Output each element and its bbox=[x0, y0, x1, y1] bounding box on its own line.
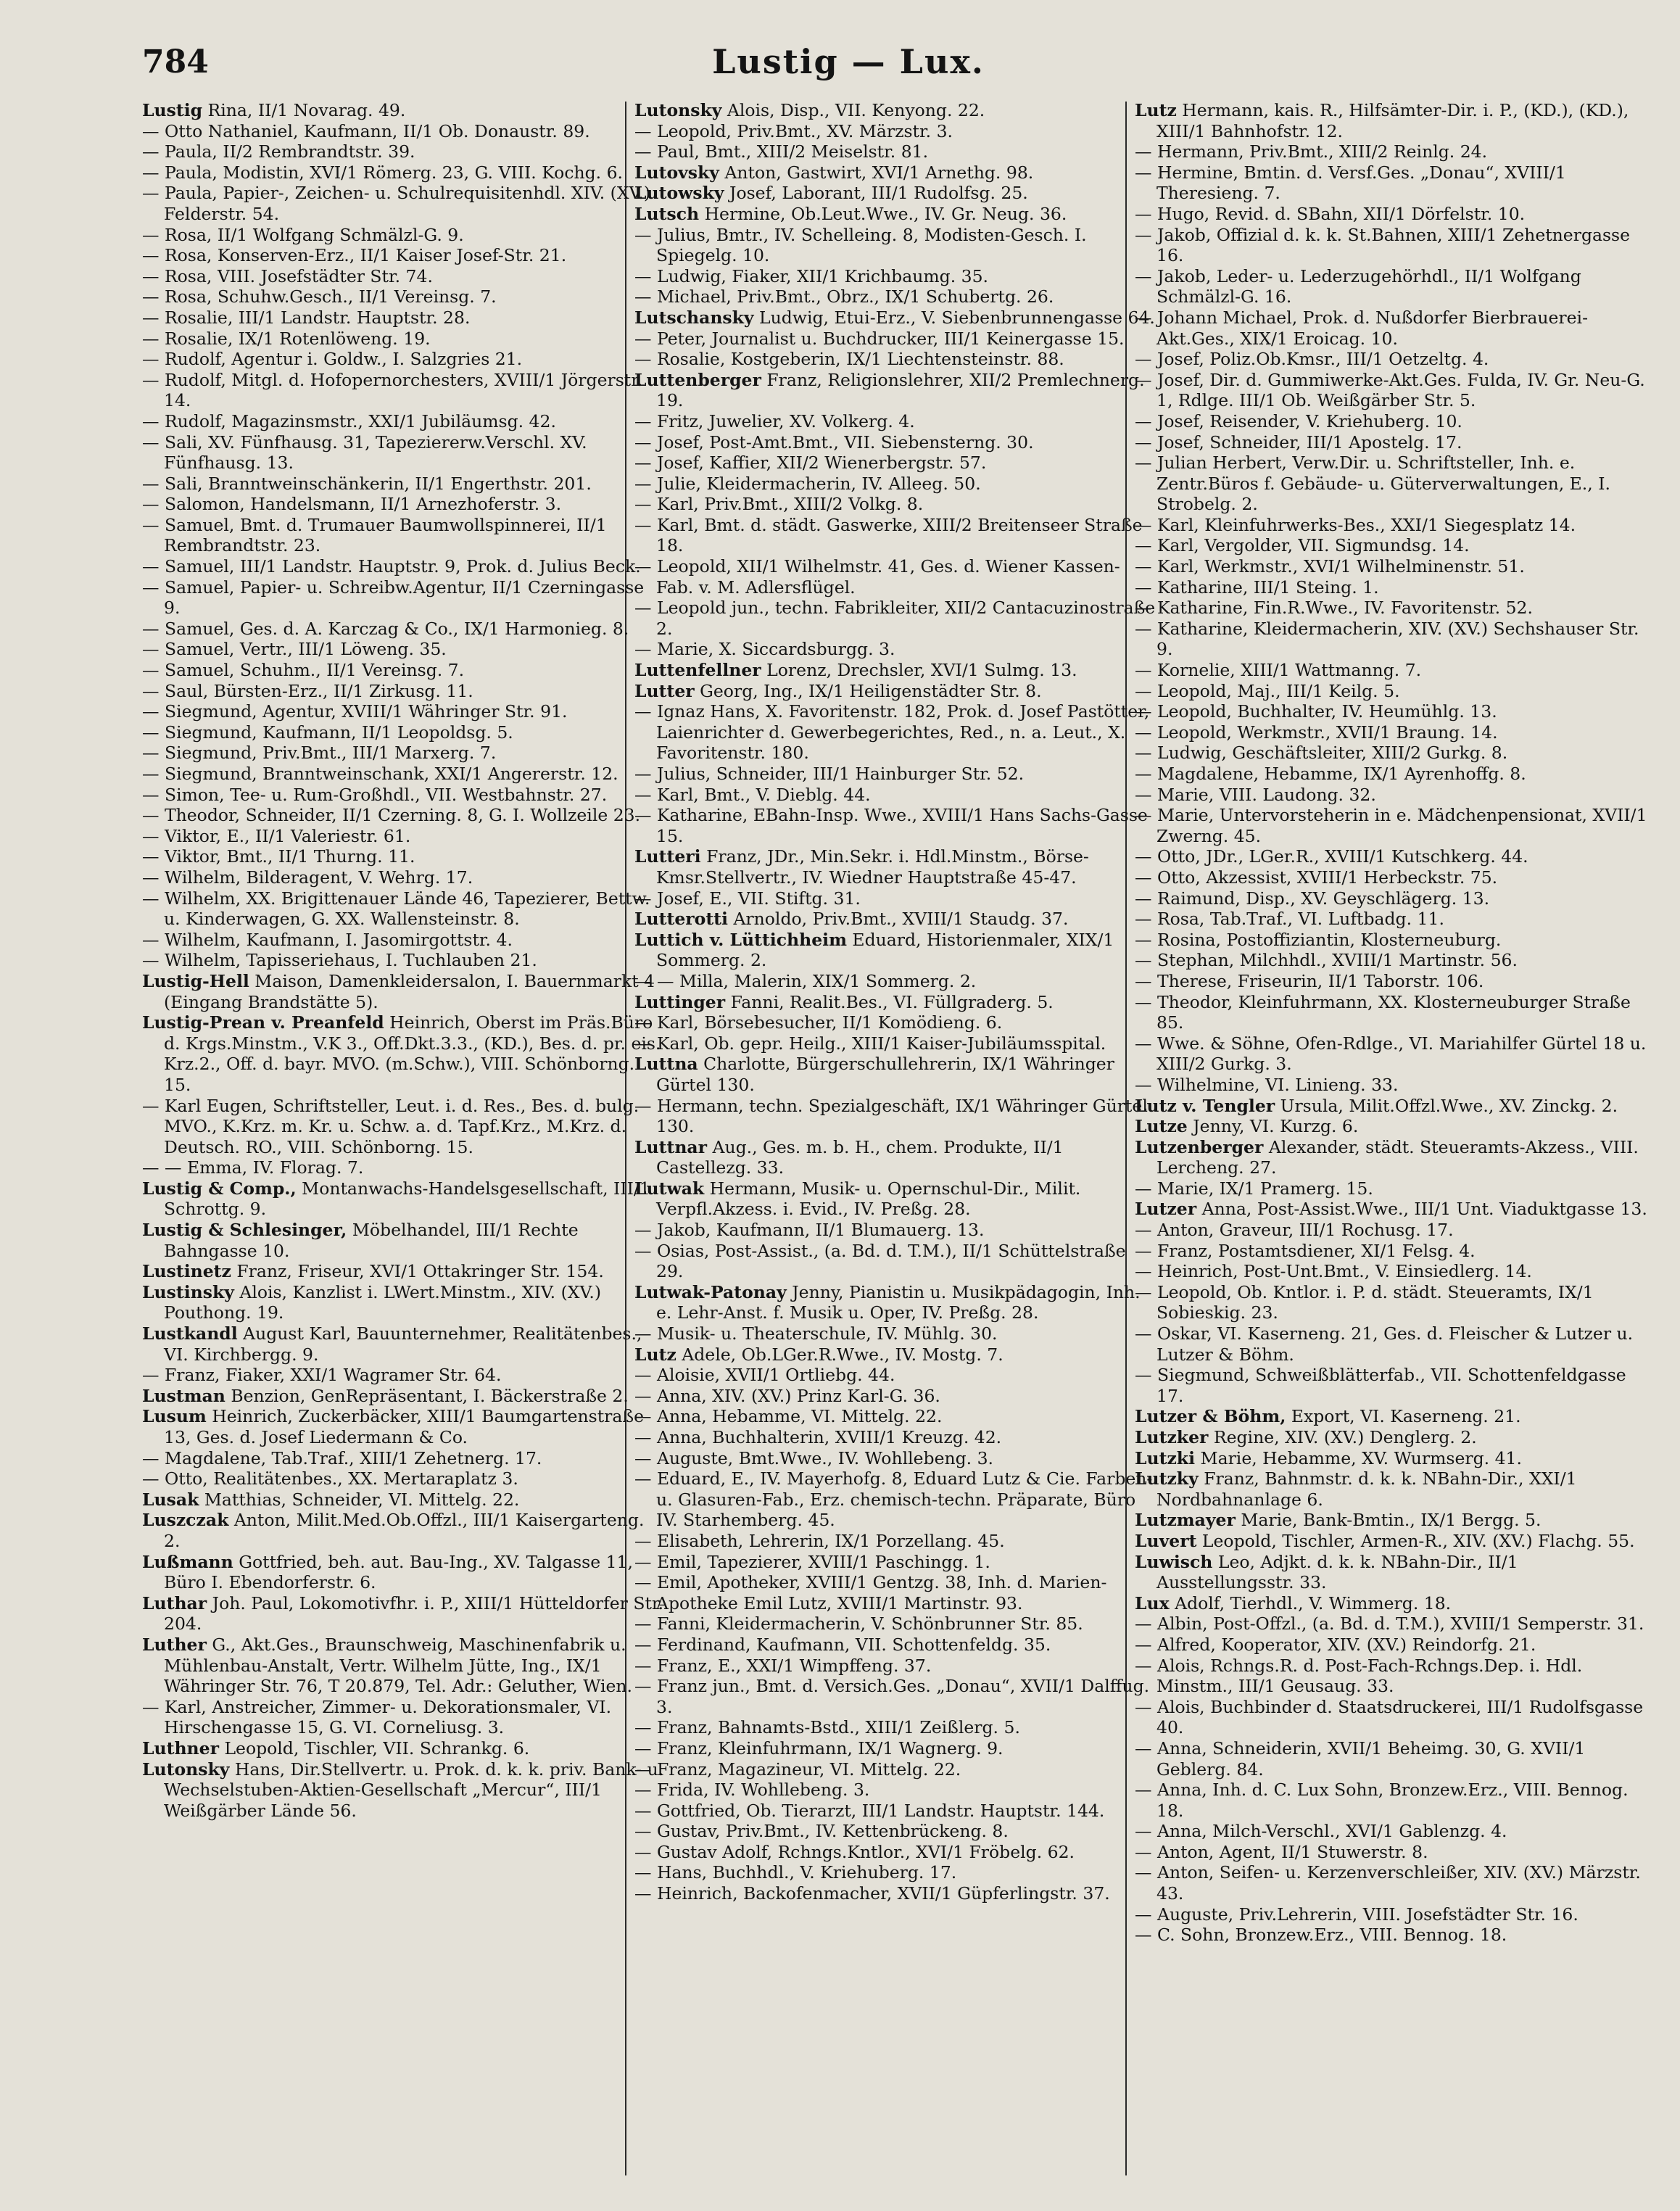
directory-entry: — Jakob, Leder- u. Lederzugehörhdl., II/1 Wolfgang Schmälzl-G. 16. bbox=[1135, 265, 1581, 307]
directory-entry: — Kornelie, XIII/1 Wattmanng. 7. bbox=[1135, 660, 1422, 681]
directory-entry: Luwisch Leo, Adjkt. d. k. k. NBahn-Dir., II/1 Ausstellungsstr. 33. bbox=[1135, 1551, 1518, 1593]
directory-entry: — Wilhelmine, VI. Linieng. 33. bbox=[1135, 1074, 1399, 1095]
directory-entry: Lustman Benzion, GenRepräsentant, I. Bäckerstraße 2. bbox=[142, 1385, 629, 1406]
directory-entry: — Gottfried, Ob. Tierarzt, III/1 Landstr. Hauptstr. 144. bbox=[634, 1800, 1105, 1821]
directory-entry: — Leopold, Buchhalter, IV. Heumühlg. 13. bbox=[1135, 701, 1497, 722]
directory-entry: — Heinrich, Post-Unt.Bmt., V. Einsiedlerg. 14. bbox=[1135, 1261, 1532, 1282]
directory-entry: Lustig-Hell Maison, Damenkleidersalon, I. Bauernmarkt 4 (Eingang Brandstätte 5). bbox=[142, 970, 655, 1012]
directory-entry: Luttinger Fanni, Realit.Bes., VI. Füllgraderg. 5. bbox=[634, 991, 1054, 1012]
directory-entry: — Eduard, E., IV. Mayerhofg. 8, Eduard Lutz & Cie. Farben- u. Glasuren-Fab., Erz. chemisch-techn. Präparate, Büro IV. Starhemberg. 45. bbox=[634, 1468, 1153, 1531]
directory-entry: — Siegmund, Kaufmann, II/1 Leopoldsg. 5. bbox=[142, 722, 513, 743]
directory-entry: Lutterotti Arnoldo, Priv.Bmt., XVIII/1 Staudg. 37. bbox=[634, 909, 1069, 930]
directory-entry: — Samuel, Bmt. d. Trumauer Baumwollspinnerei, II/1 Rembrandtstr. 23. bbox=[142, 514, 607, 556]
directory-entry: — Otto, JDr., LGer.R., XVIII/1 Kutschkerg. 44. bbox=[1135, 846, 1528, 867]
directory-entry: Lutzki Marie, Hebamme, XV. Wurmserg. 41. bbox=[1135, 1447, 1522, 1468]
directory-entry: Lutter Georg, Ing., IX/1 Heiligenstädter Str. 8. bbox=[634, 680, 1042, 701]
directory-entry: Lutzer & Böhm, Export, VI. Kaserneng. 21. bbox=[1135, 1406, 1521, 1427]
directory-entry: — Karl, Bmt. d. städt. Gaswerke, XIII/2 Breitenseer Straße 18. bbox=[634, 514, 1143, 556]
directory-entry: — Sali, XV. Fünfhausg. 31, Tapeziererw.Verschl. XV. Fünfhausg. 13. bbox=[142, 431, 587, 474]
directory-entry: Lutz Hermann, kais. R., Hilfsämter-Dir. i. P., (KD.), (KD.), XIII/1 Bahnhofstr. 12. bbox=[1135, 100, 1629, 141]
directory-entry: — Leopold, Ob. Kntlor. i. P. d. städt. Steueramts, IX/1 Sobieskig. 23. bbox=[1135, 1281, 1594, 1323]
directory-entry: Lutz v. Tengler Ursula, Milit.Offzl.Wwe., XV. Zinckg. 2. bbox=[1135, 1095, 1618, 1116]
directory-entry: — Marie, Untervorsteherin in e. Mädchenpensionat, XVII/1 Zwerng. 45. bbox=[1135, 805, 1647, 846]
directory-entry: — Johann Michael, Prok. d. Nußdorfer Bierbrauerei-Akt.Ges., XIX/1 Eroicag. 10. bbox=[1135, 307, 1589, 349]
directory-entry: — Wwe. & Söhne, Ofen-Rdlge., VI. Mariahilfer Gürtel 18 u. XIII/2 Gurkg. 3. bbox=[1135, 1033, 1647, 1075]
directory-entry: — Rosalie, III/1 Landstr. Hauptstr. 28. bbox=[142, 307, 471, 328]
directory-entry: — Franz, Postamtsdiener, XI/1 Felsg. 4. bbox=[1135, 1240, 1476, 1261]
directory-entry: — Jakob, Offizial d. k. k. St.Bahnen, XIII/1 Zehetnergasse 16. bbox=[1135, 224, 1631, 266]
directory-entry: — Karl, Priv.Bmt., XIII/2 Volkg. 8. bbox=[634, 494, 924, 515]
directory-entry: — Rudolf, Mitgl. d. Hofopernorchesters, XVIII/1 Jörgerstr. 14. bbox=[142, 369, 643, 411]
directory-entry: — Osias, Post-Assist., (a. Bd. d. T.M.), II/1 Schüttelstraße 29. bbox=[634, 1240, 1126, 1282]
directory-entry: — Leopold, Werkmstr., XVII/1 Braung. 14. bbox=[1135, 722, 1498, 743]
directory-entry: — Leopold, Maj., III/1 Keilg. 5. bbox=[1135, 680, 1400, 701]
directory-entry: — Therese, Friseurin, II/1 Taborstr. 106. bbox=[1135, 970, 1484, 991]
directory-entry: — Rosalie, Kostgeberin, IX/1 Liechtensteinstr. 88. bbox=[634, 349, 1064, 370]
directory-entry: Lustig & Schlesinger, Möbelhandel, III/1 Rechte Bahngasse 10. bbox=[142, 1220, 579, 1261]
page-number: 784 bbox=[142, 44, 209, 80]
directory-entry: — Rosa, II/1 Wolfgang Schmälzl-G. 9. bbox=[142, 224, 464, 245]
directory-entry: — Karl, Ob. gepr. Heilg., XIII/1 Kaiser-Jubiläumsspital. bbox=[634, 1033, 1106, 1054]
directory-entry: — Peter, Journalist u. Buchdrucker, III/1 Keinergasse 15. bbox=[634, 328, 1125, 349]
directory-entry: — Samuel, III/1 Landstr. Hauptstr. 9, Prok. d. Julius Beck. bbox=[142, 556, 641, 577]
directory-entry: Luttenberger Franz, Religionslehrer, XII/2 Premlechnerg. 19. bbox=[634, 369, 1145, 411]
column-left bbox=[142, 100, 664, 2181]
directory-entry: — Jakob, Kaufmann, II/1 Blumauerg. 13. bbox=[634, 1220, 985, 1241]
directory-entry: Luvert Leopold, Tischler, Armen-R., XIV. (XV.) Flachg. 55. bbox=[1135, 1530, 1635, 1551]
directory-entry: Luttnar Aug., Ges. m. b. H., chem. Produkte, II/1 Castellezg. 33. bbox=[634, 1136, 1064, 1178]
directory-entry: — Musik- u. Theaterschule, IV. Mühlg. 30. bbox=[634, 1323, 998, 1344]
directory-entry: Lutonsky Alois, Disp., VII. Kenyong. 22. bbox=[634, 100, 985, 120]
directory-entry: — Franz, Kleinfuhrmann, IX/1 Wagnerg. 9. bbox=[634, 1737, 1004, 1759]
directory-entry: — Frida, IV. Wohllebeng. 3. bbox=[634, 1780, 870, 1801]
directory-entry: — Rosa, VIII. Josefstädter Str. 74. bbox=[142, 265, 433, 286]
directory-entry: — Anton, Graveur, III/1 Rochusg. 17. bbox=[1135, 1220, 1454, 1241]
directory-entry: — Wilhelm, XX. Brigittenauer Lände 46, Tapezierer, Bettw. u. Kinderwagen, G. XX. Wallensteinstr. 8. bbox=[142, 888, 650, 930]
directory-entry: — Gustav, Priv.Bmt., IV. Kettenbrückeng. 8. bbox=[634, 1821, 1009, 1842]
directory-entry: — Siegmund, Priv.Bmt., III/1 Marxerg. 7. bbox=[142, 743, 497, 764]
directory-entry: Lutowsky Josef, Laborant, III/1 Rudolfsg. 25. bbox=[634, 183, 1028, 204]
directory-entry: — Leopold, Priv.Bmt., XV. Märzstr. 3. bbox=[634, 120, 953, 141]
directory-entry: Luttenfellner Lorenz, Drechsler, XVI/1 Sulmg. 13. bbox=[634, 660, 1077, 681]
directory-entry: Luttich v. Lüttichheim Eduard, Historienmaler, XIX/1 Sommerg. 2. bbox=[634, 929, 1114, 971]
directory-entry: — Josef, Reisender, V. Kriehuberg. 10. bbox=[1135, 410, 1462, 431]
directory-entry: — Simon, Tee- u. Rum-Großhdl., VII. Westbahnstr. 27. bbox=[142, 784, 608, 805]
directory-entry: — Karl Eugen, Schriftsteller, Leut. i. d. Res., Bes. d. bulg. MVO., K.Krz. m. Kr. u. Schw. a. d. Tapf.Krz., M.Krz. d. Deutsch. RO., VIII. Schönborng. 15. bbox=[142, 1095, 640, 1157]
directory-entry: — Alois, Buchbinder d. Staatsdruckerei, III/1 Rudolfsgasse 40. bbox=[1135, 1696, 1644, 1738]
directory-entry: — Viktor, E., II/1 Valeriestr. 61. bbox=[142, 825, 411, 846]
directory-entry: — Alfred, Kooperator, XIV. (XV.) Reindorfg. 21. bbox=[1135, 1634, 1536, 1655]
directory-entry: — Marie, VIII. Laudong. 32. bbox=[1135, 784, 1376, 805]
directory-entry: — Josef, Kaffier, XII/2 Wienerbergstr. 57. bbox=[634, 452, 987, 474]
directory-entry: — Anna, XIV. (XV.) Prinz Karl-G. 36. bbox=[634, 1385, 940, 1406]
directory-entry: — Franz, E., XXI/1 Wimpffeng. 37. bbox=[634, 1655, 932, 1676]
directory-entry: — Franz jun., Bmt. d. Versich.Ges. „Donau“, XVII/1 Dalffug. 3. bbox=[634, 1676, 1150, 1717]
directory-entry: — Marie, IX/1 Pramerg. 15. bbox=[1135, 1178, 1373, 1199]
directory-entry: — Karl, Kleinfuhrwerks-Bes., XXI/1 Siegesplatz 14. bbox=[1135, 514, 1576, 535]
directory-entry: — Rudolf, Agentur i. Goldw., I. Salzgries 21. bbox=[142, 349, 523, 370]
directory-entry: — Samuel, Schuhm., II/1 Vereinsg. 7. bbox=[142, 660, 465, 681]
directory-entry: — Stephan, Milchhdl., XVIII/1 Martinstr. 56. bbox=[1135, 950, 1518, 971]
directory-entry: — Rosina, Postoffiziantin, Klosterneuburg. bbox=[1135, 929, 1502, 950]
directory-entry: — Auguste, Priv.Lehrerin, VIII. Josefstädter Str. 16. bbox=[1135, 1904, 1578, 1925]
directory-entry: — Theodor, Schneider, II/1 Czerning. 8, G. I. Wollzeile 23. bbox=[142, 805, 641, 826]
directory-entry: Lusak Matthias, Schneider, VI. Mittelg. 22. bbox=[142, 1489, 520, 1510]
directory-entry: — Alois, Rchngs.R. d. Post-Fach-Rchngs.Dep. i. Hdl. Minstm., III/1 Geusaug. 33. bbox=[1135, 1655, 1583, 1697]
directory-entry: — Karl, Anstreicher, Zimmer- u. Dekorationsmaler, VI. Hirschengasse 15, G. VI. Corneliusg. 3. bbox=[142, 1696, 612, 1738]
directory-entry: — Magdalene, Hebamme, IX/1 Ayrenhoffg. 8. bbox=[1135, 764, 1526, 784]
directory-entry: — Fanni, Kleidermacherin, V. Schönbrunner Str. 85. bbox=[634, 1613, 1083, 1635]
directory-entry: Lutsch Hermine, Ob.Leut.Wwe., IV. Gr. Neug. 36. bbox=[634, 203, 1067, 224]
directory-entry: — Michael, Priv.Bmt., Obrz., IX/1 Schubertg. 26. bbox=[634, 286, 1054, 307]
directory-entry: — Fritz, Juwelier, XV. Volkerg. 4. bbox=[634, 410, 915, 431]
directory-entry: Lutzmayer Marie, Bank-Bmtin., IX/1 Bergg. 5. bbox=[1135, 1510, 1542, 1531]
directory-entry: Lustinetz Franz, Friseur, XVI/1 Ottakringer Str. 154. bbox=[142, 1261, 604, 1282]
directory-entry: — Salomon, Handelsmann, II/1 Arnezhoferstr. 3. bbox=[142, 494, 562, 515]
directory-entry: — Paul, Bmt., XIII/2 Meiselstr. 81. bbox=[634, 141, 929, 162]
directory-entry: — Josef, Poliz.Ob.Kmsr., III/1 Oetzeltg. 4. bbox=[1135, 349, 1489, 370]
directory-entry: — Katharine, EBahn-Insp. Wwe., XVIII/1 Hans Sachs-Gasse 15. bbox=[634, 805, 1148, 846]
directory-entry: — Auguste, Bmt.Wwe., IV. Wohllebeng. 3. bbox=[634, 1447, 994, 1468]
directory-entry: — — Emma, IV. Florag. 7. bbox=[142, 1157, 364, 1178]
directory-entry: Luszczak Anton, Milit.Med.Ob.Offzl., III/1 Kaisergarteng. 2. bbox=[142, 1510, 645, 1551]
directory-entry: — Paula, II/2 Rembrandtstr. 39. bbox=[142, 141, 415, 162]
directory-entry: — Theodor, Kleinfuhrmann, XX. Klosterneuburger Straße 85. bbox=[1135, 991, 1631, 1033]
directory-entry: — Rosa, Schuhw.Gesch., II/1 Vereinsg. 7. bbox=[142, 286, 497, 307]
directory-entry: — Emil, Tapezierer, XVIII/1 Paschingg. 1. bbox=[634, 1551, 990, 1572]
directory-entry: Lux Adolf, Tierhdl., V. Wimmerg. 18. bbox=[1135, 1592, 1452, 1613]
directory-entry: Lutwak-Patonay Jenny, Pianistin u. Musikpädagogin, Inh. e. Lehr-Anst. f. Musik u. Oper, IV. Preßg. 28. bbox=[634, 1281, 1141, 1323]
directory-entry: — C. Sohn, Bronzew.Erz., VIII. Bennog. 18. bbox=[1135, 1925, 1507, 1946]
directory-entry: — Leopold jun., techn. Fabrikleiter, XII/2 Cantacuzinostraße 2. bbox=[634, 598, 1156, 639]
directory-entry: Lutonsky Hans, Dir.Stellvertr. u. Prok. d. k. k. priv. Bank- u. Wechselstuben-Aktien-Gesellschaft „Mercur“, III/1 Weißgärber Lände 56. bbox=[142, 1759, 664, 1821]
directory-entry: Lutteri Franz, JDr., Min.Sekr. i. Hdl.Minstm., Börse-Kmsr.Stellvertr., IV. Wiedner Hauptstraße 45-47. bbox=[634, 846, 1089, 888]
directory-entry: — Siegmund, Agentur, XVIII/1 Währinger Str. 91. bbox=[142, 701, 568, 722]
directory-entry: — Hugo, Revid. d. SBahn, XII/1 Dörfelstr. 10. bbox=[1135, 203, 1526, 224]
directory-entry: — Aloisie, XVII/1 Ortliebg. 44. bbox=[634, 1365, 895, 1386]
directory-entry: Lusum Heinrich, Zuckerbäcker, XIII/1 Baumgartenstraße 13, Ges. d. Josef Liedermann & Co. bbox=[142, 1406, 645, 1447]
directory-entry: — Rosalie, IX/1 Rotenlöweng. 19. bbox=[142, 328, 431, 349]
directory-entry: Lustig & Comp., Montanwachs-Handelsgesellschaft, III/1 Schrottg. 9. bbox=[142, 1178, 650, 1220]
directory-entry: — Viktor, Bmt., II/1 Thurng. 11. bbox=[142, 846, 415, 867]
column-middle bbox=[634, 100, 1156, 2181]
directory-entry: — Gustav Adolf, Rchngs.Kntlor., XVI/1 Fröbelg. 62. bbox=[634, 1841, 1075, 1862]
directory-entry: — Karl, Bmt., V. Dieblg. 44. bbox=[634, 784, 871, 805]
directory-entry: — Otto Nathaniel, Kaufmann, II/1 Ob. Donaustr. 89. bbox=[142, 120, 590, 141]
directory-entry: — Hermine, Bmtin. d. Versf.Ges. „Donau“, XVIII/1 Theresieng. 7. bbox=[1135, 162, 1566, 204]
directory-entry: Lustinsky Alois, Kanzlist i. LWert.Minstm., XIV. (XV.) Pouthong. 19. bbox=[142, 1281, 602, 1323]
directory-entry: — Karl, Werkmstr., XVI/1 Wilhelminenstr. 51. bbox=[1135, 556, 1525, 577]
column-right bbox=[1135, 100, 1653, 2181]
directory-entry: Lutzky Franz, Bahnmstr. d. k. k. NBahn-Dir., XXI/1 Nordbahnanlage 6. bbox=[1135, 1468, 1577, 1510]
directory-entry: — Otto, Realitätenbes., XX. Mertaraplatz 3. bbox=[142, 1468, 518, 1489]
directory-entry: Luther G., Akt.Ges., Braunschweig, Maschinenfabrik u. Mühlenbau-Anstalt, Vertr. Wilhelm Jütte, Ing., IX/1 Währinger Str. 76, T 20.879, Tel. Adr.: Geluther, Wien. bbox=[142, 1634, 632, 1697]
directory-entry: — Magdalene, Tab.Traf., XIII/1 Zehetnerg. 17. bbox=[142, 1447, 542, 1468]
directory-entry: — Otto, Akzessist, XVIII/1 Herbeckstr. 75. bbox=[1135, 867, 1498, 888]
directory-entry: — Katharine, III/1 Steing. 1. bbox=[1135, 576, 1379, 598]
directory-entry: — — Milla, Malerin, XIX/1 Sommerg. 2. bbox=[634, 970, 977, 991]
directory-entry: Lußmann Gottfried, beh. aut. Bau-Ing., XV. Talgasse 11, Büro I. Ebendorferstr. 6. bbox=[142, 1551, 633, 1593]
directory-entry: Lustig-Prean v. Preanfeld Heinrich, Oberst im Präs.Büro d. Krgs.Minstm., V.K 3., Off.Dkt.3.3., (KD.), Bes. d. pr. eis. Krz.2., Off. d. bayr. MVO. (m.Schw.), VIII. Schönborng. 15. bbox=[142, 1012, 661, 1095]
directory-entry: — Anna, Schneiderin, XVII/1 Beheimg. 30, G. XVII/1 Geblerg. 84. bbox=[1135, 1737, 1586, 1780]
directory-entry: — Anton, Seifen- u. Kerzenverschleißer, XIV. (XV.) Märzstr. 43. bbox=[1135, 1862, 1641, 1904]
directory-entry: Lutschansky Ludwig, Etui-Erz., V. Siebenbrunnengasse 64. bbox=[634, 307, 1155, 328]
directory-entry: Lutze Jenny, VI. Kurzg. 6. bbox=[1135, 1116, 1359, 1137]
directory-entry: — Franz, Bahnamts-Bstd., XIII/1 Zeißlerg. 5. bbox=[634, 1717, 1020, 1738]
directory-entry: — Oskar, VI. Kaserneng. 21, Ges. d. Fleischer & Lutzer u. Lutzer & Böhm. bbox=[1135, 1323, 1634, 1365]
directory-entry: — Leopold, XII/1 Wilhelmstr. 41, Ges. d. Wiener Kassen-Fab. v. M. Adlersflügel. bbox=[634, 556, 1120, 598]
directory-entry: Luthar Joh. Paul, Lokomotivfhr. i. P., XIII/1 Hütteldorfer Str. 204. bbox=[142, 1592, 664, 1635]
directory-entry: — Paula, Papier-, Zeichen- u. Schulrequisitenhdl. XIV. (XV.) Felderstr. 54. bbox=[142, 183, 651, 224]
directory-entry: — Sali, Branntweinschänkerin, II/1 Engerthstr. 201. bbox=[142, 473, 592, 494]
directory-entry: — Katharine, Kleidermacherin, XIV. (XV.) Sechshauser Str. 9. bbox=[1135, 618, 1639, 660]
directory-entry: — Anna, Hebamme, VI. Mittelg. 22. bbox=[634, 1406, 943, 1427]
running-head: Lustig — Lux. bbox=[712, 42, 985, 81]
directory-entry: — Julian Herbert, Verw.Dir. u. Schriftsteller, Inh. e. Zentr.Büros f. Gebäude- u. Güterverwaltungen, E., I. Strobelg. 2. bbox=[1135, 452, 1610, 515]
directory-entry: — Heinrich, Backofenmacher, XVII/1 Güpferlingstr. 37. bbox=[634, 1883, 1110, 1904]
directory-entry: — Samuel, Ges. d. A. Karczag & Co., IX/1 Harmonieg. 8. bbox=[142, 618, 629, 639]
directory-entry: — Hermann, techn. Spezialgeschäft, IX/1 Währinger Gürtel 130. bbox=[634, 1095, 1148, 1137]
directory-entry: Luthner Leopold, Tischler, VII. Schrankg. 6. bbox=[142, 1737, 530, 1759]
directory-entry: Lutz Adele, Ob.LGer.R.Wwe., IV. Mostg. 7. bbox=[634, 1344, 1004, 1365]
directory-entry: — Franz, Fiaker, XXI/1 Wagramer Str. 64. bbox=[142, 1365, 502, 1386]
directory-entry: — Anna, Buchhalterin, XVIII/1 Kreuzg. 42. bbox=[634, 1427, 1002, 1447]
directory-entry: — Karl, Vergolder, VII. Sigmundsg. 14. bbox=[1135, 535, 1470, 556]
directory-entry: — Ludwig, Fiaker, XII/1 Krichbaumg. 35. bbox=[634, 265, 989, 286]
directory-entry: — Marie, X. Siccardsburgg. 3. bbox=[634, 639, 895, 660]
directory-entry: Lutovsky Anton, Gastwirt, XVI/1 Arnethg. 98. bbox=[634, 162, 1034, 183]
directory-entry: — Ferdinand, Kaufmann, VII. Schottenfeldg. 35. bbox=[634, 1634, 1051, 1655]
directory-entry: Lutzer Anna, Post-Assist.Wwe., III/1 Unt. Viaduktgasse 13. bbox=[1135, 1199, 1647, 1220]
directory-entry: — Emil, Apotheker, XVIII/1 Gentzg. 38, Inh. d. Marien-Apotheke Emil Lutz, XVIII/1 Martinstr. 93. bbox=[634, 1572, 1107, 1613]
directory-entry: Lutwak Hermann, Musik- u. Opernschul-Dir., Milit. Verpfl.Akzess. i. Evid., IV. Preßg. 28. bbox=[634, 1178, 1081, 1220]
directory-entry: — Anna, Inh. d. C. Lux Sohn, Bronzew.Erz., VIII. Bennog. 18. bbox=[1135, 1780, 1629, 1821]
directory-entry: Luttna Charlotte, Bürgerschullehrerin, IX/1 Währinger Gürtel 130. bbox=[634, 1054, 1114, 1095]
directory-entry: — Julius, Schneider, III/1 Hainburger Str. 52. bbox=[634, 764, 1025, 784]
directory-entry: — Saul, Bürsten-Erz., II/1 Zirkusg. 11. bbox=[142, 680, 473, 701]
directory-entry: — Anna, Milch-Verschl., XVI/1 Gablenzg. 4. bbox=[1135, 1821, 1507, 1842]
directory-entry: — Wilhelm, Tapisseriehaus, I. Tuchlauben 21. bbox=[142, 950, 537, 971]
directory-entry: — Samuel, Vertr., III/1 Löweng. 35. bbox=[142, 639, 447, 660]
directory-entry: — Wilhelm, Kaufmann, I. Jasomirgottstr. 4. bbox=[142, 929, 513, 950]
directory-entry: — Josef, Schneider, III/1 Apostelg. 17. bbox=[1135, 431, 1462, 452]
directory-entry: — Julie, Kleidermacherin, IV. Alleeg. 50. bbox=[634, 473, 981, 494]
directory-entry: — Anton, Agent, II/1 Stuwerstr. 8. bbox=[1135, 1841, 1428, 1862]
directory-entry: — Julius, Bmtr., IV. Schelleing. 8, Modisten-Gesch. I. Spiegelg. 10. bbox=[634, 224, 1087, 266]
directory-entry: — Elisabeth, Lehrerin, IX/1 Porzellang. 45. bbox=[634, 1530, 1005, 1551]
directory-entry: — Rudolf, Magazinsmstr., XXI/1 Jubiläumsg. 42. bbox=[142, 410, 556, 431]
directory-entry: Lustkandl August Karl, Bauunternehmer, Realitätenbes., VI. Kirchbergg. 9. bbox=[142, 1323, 642, 1365]
directory-entry: — Franz, Magazineur, VI. Mittelg. 22. bbox=[634, 1759, 961, 1780]
page-header bbox=[0, 36, 1680, 87]
directory-entry: — Wilhelm, Bilderagent, V. Wehrg. 17. bbox=[142, 867, 473, 888]
directory-entry: — Paula, Modistin, XVI/1 Römerg. 23, G. VIII. Kochg. 6. bbox=[142, 162, 624, 183]
directory-entry: — Siegmund, Schweißblätterfab., VII. Schottenfeldgasse 17. bbox=[1135, 1365, 1626, 1406]
directory-entry: — Josef, E., VII. Stiftg. 31. bbox=[634, 888, 861, 909]
directory-entry: — Ludwig, Geschäftsleiter, XIII/2 Gurkg. 8. bbox=[1135, 743, 1508, 764]
directory-entry: — Karl, Börsebesucher, II/1 Komödieng. 6. bbox=[634, 1012, 1003, 1033]
directory-entry: Lutzker Regine, XIV. (XV.) Denglerg. 2. bbox=[1135, 1427, 1477, 1447]
directory-entry: — Josef, Post-Amt.Bmt., VII. Siebensterng. 30. bbox=[634, 431, 1034, 452]
directory-entry: Lutzenberger Alexander, städt. Steueramts-Akzess., VIII. Lercheng. 27. bbox=[1135, 1136, 1639, 1178]
directory-entry: — Ignaz Hans, X. Favoritenstr. 182, Prok. d. Josef Pastötter, Laienrichter d. Gewerbegerichtes, Red., n. a. Leut., X. Favoritenstr. 180. bbox=[634, 701, 1150, 764]
directory-entry: — Hans, Buchhdl., V. Kriehuberg. 17. bbox=[634, 1862, 957, 1883]
directory-entry: — Siegmund, Branntweinschank, XXI/1 Angererstr. 12. bbox=[142, 764, 618, 784]
directory-entry: — Josef, Dir. d. Gummiwerke-Akt.Ges. Fulda, IV. Gr. Neu-G. 1, Rdlge. III/1 Ob. Weißgärber Str. 5. bbox=[1135, 369, 1645, 411]
directory-entry: — Albin, Post-Offzl., (a. Bd. d. T.M.), XVIII/1 Semperstr. 31. bbox=[1135, 1613, 1644, 1635]
directory-entry: — Rosa, Konserven-Erz., II/1 Kaiser Josef-Str. 21. bbox=[142, 245, 567, 266]
directory-entry: — Samuel, Papier- u. Schreibw.Agentur, II/1 Czerningasse 9. bbox=[142, 576, 645, 619]
directory-entry: — Katharine, Fin.R.Wwe., IV. Favoritenstr. 52. bbox=[1135, 598, 1533, 619]
directory-entry: — Raimund, Disp., XV. Geyschlägerg. 13. bbox=[1135, 888, 1490, 909]
directory-entry: — Rosa, Tab.Traf., VI. Luftbadg. 11. bbox=[1135, 909, 1444, 930]
directory-entry: Lustig Rina, II/1 Novarag. 49. bbox=[142, 100, 406, 120]
directory-entry: — Hermann, Priv.Bmt., XIII/2 Reinlg. 24. bbox=[1135, 141, 1488, 162]
